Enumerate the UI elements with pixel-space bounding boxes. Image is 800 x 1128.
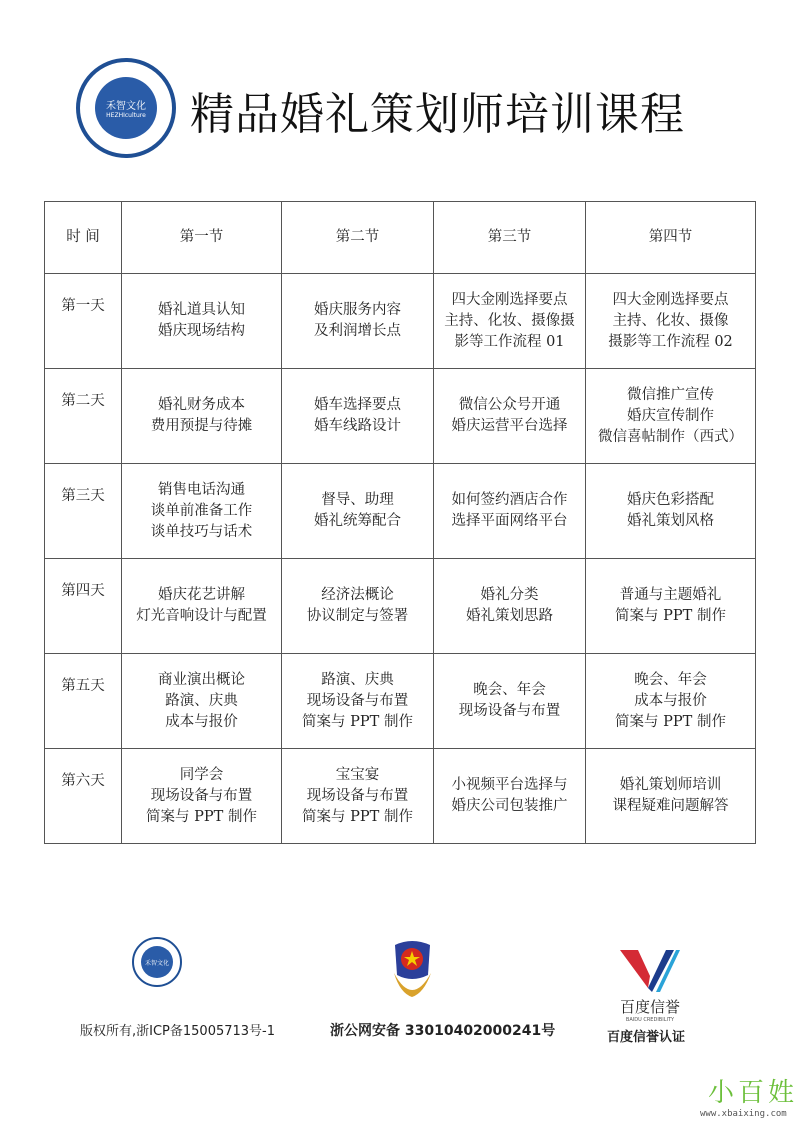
table-row (45, 654, 756, 749)
session-line: 婚礼策划思路 (466, 608, 553, 624)
session-line: 现场设备与布置 (306, 692, 409, 709)
session-line: 灯光音响设计与配置 (136, 608, 267, 624)
session-line: 微信喜帖制作（西式） (598, 428, 743, 445)
session-cell (434, 369, 586, 464)
session-line: 选择平面网络平台 (451, 513, 568, 529)
day-label: 第四天 (45, 559, 122, 654)
day-label: 第六天 (45, 749, 122, 844)
session-cell (282, 369, 434, 464)
hezhi-footer-logo (132, 937, 182, 987)
session-line: 婚庆公司包装推广 (451, 798, 568, 814)
table-row (45, 749, 756, 844)
session-line: 四大金刚选择要点 (612, 291, 729, 308)
table-row (45, 464, 756, 559)
police-registration: 浙公网安备 33010402000241号 (330, 1023, 556, 1039)
session-cell (434, 654, 586, 749)
session-cell (434, 274, 586, 369)
icp-copyright: 版权所有,浙ICP备15005713号-1 (80, 1024, 276, 1039)
session-cell (434, 749, 586, 844)
schedule-table (44, 201, 756, 844)
hezhi-logo (76, 58, 176, 158)
session-line: 婚礼策划风格 (627, 513, 714, 529)
session-line: 简案与 PPT 制作 (615, 608, 726, 624)
session-line: 晚会、年会 (473, 682, 546, 698)
session-line: 微信公众号开通 (458, 397, 561, 413)
session-line: 婚庆现场结构 (158, 323, 245, 339)
session-cell (122, 749, 282, 844)
watermark (690, 1072, 800, 1119)
session-cell (282, 654, 434, 749)
session-line: 费用预提与待摊 (150, 418, 253, 434)
session-line: 路演、庆典 (165, 692, 238, 709)
column-header: 第四节 (586, 202, 756, 274)
session-line: 四大金刚选择要点 (451, 291, 568, 308)
session-line: 影等工作流程 01 (454, 333, 565, 350)
session-line: 主持、化妆、摄像摄 (444, 312, 575, 329)
session-line: 婚礼道具认知 (158, 302, 245, 318)
column-header: 第二节 (282, 202, 434, 274)
session-line: 谈单技巧与话术 (150, 523, 253, 540)
session-line: 课程疑难问题解答 (612, 798, 729, 814)
session-line: 商业演出概论 (158, 671, 245, 688)
day-label: 第一天 (45, 274, 122, 369)
session-line: 微信推广宣传 (627, 386, 714, 403)
session-line: 协议制定与签署 (306, 608, 409, 624)
session-line: 谈单前准备工作 (150, 502, 253, 519)
session-cell (122, 369, 282, 464)
session-line: 成本与报价 (165, 713, 238, 730)
session-line: 同学会 (179, 766, 224, 783)
session-cell (122, 559, 282, 654)
session-line: 主持、化妆、摄像 (612, 312, 729, 329)
baidu-certification: 百度信誉认证 (607, 1030, 686, 1045)
page-title: 精品婚礼策划师培训课程 (190, 89, 685, 140)
day-label: 第五天 (45, 654, 122, 749)
session-line: 成本与报价 (634, 692, 707, 709)
baidu-logo-text: 百度信誉 (619, 998, 680, 1016)
session-line: 摄影等工作流程 02 (608, 333, 733, 350)
session-line: 婚庆花艺讲解 (158, 587, 245, 603)
logo-text: 禾智文化 (106, 101, 146, 112)
police-emblem-icon (390, 937, 435, 1005)
table-row (45, 559, 756, 654)
session-cell (122, 654, 282, 749)
session-line: 现场设备与布置 (306, 787, 409, 804)
session-line: 婚礼统筹配合 (314, 513, 401, 529)
session-line: 销售电话沟通 (158, 481, 245, 498)
session-cell (282, 559, 434, 654)
column-header: 时 间 (45, 202, 122, 274)
session-line: 婚庆宣传制作 (627, 407, 714, 424)
session-line: 督导、助理 (321, 492, 394, 508)
session-line: 婚礼策划师培训 (619, 777, 722, 793)
table-row (45, 369, 756, 464)
watermark-text: 小百姓 (708, 1078, 799, 1108)
session-cell (434, 464, 586, 559)
session-cell (586, 464, 756, 559)
logo-text: 禾智文化 (144, 959, 169, 967)
session-line: 现场设备与布置 (458, 703, 561, 719)
session-cell (122, 274, 282, 369)
session-line: 晚会、年会 (634, 671, 707, 688)
session-cell (586, 654, 756, 749)
session-line: 路演、庆典 (321, 671, 394, 688)
table-header-row (45, 202, 756, 274)
session-line: 婚车线路设计 (314, 418, 401, 434)
column-header: 第三节 (434, 202, 586, 274)
session-cell (282, 749, 434, 844)
session-cell (586, 369, 756, 464)
session-line: 经济法概论 (321, 587, 394, 603)
watermark-url: www.xbaixing.com (700, 1109, 787, 1119)
session-line: 如何签约酒店合作 (451, 492, 568, 508)
session-line: 简案与 PPT 制作 (146, 808, 257, 825)
session-line: 简案与 PPT 制作 (302, 713, 413, 730)
baidu-logo-en: BAIDU CREDIBILITY (625, 1017, 675, 1023)
session-line: 婚礼财务成本 (158, 397, 245, 413)
session-cell (434, 559, 586, 654)
baidu-credibility-logo (618, 948, 682, 1023)
column-header: 第一节 (122, 202, 282, 274)
session-line: 小视频平台选择与 (451, 777, 568, 793)
table-row (45, 274, 756, 369)
session-line: 普通与主题婚礼 (619, 587, 722, 603)
session-line: 现场设备与布置 (150, 787, 253, 804)
session-cell (122, 464, 282, 559)
session-cell (586, 559, 756, 654)
session-line: 宝宝宴 (335, 766, 380, 783)
session-line: 婚庆色彩搭配 (627, 492, 714, 508)
session-line: 婚庆服务内容 (314, 302, 401, 318)
logo-sub: HEZHIculture (106, 112, 146, 119)
session-cell (586, 274, 756, 369)
day-label: 第三天 (45, 464, 122, 559)
session-line: 及利润增长点 (314, 323, 401, 339)
session-line: 简案与 PPT 制作 (615, 713, 726, 730)
session-cell (586, 749, 756, 844)
session-line: 婚礼分类 (480, 587, 539, 603)
session-cell (282, 464, 434, 559)
session-line: 简案与 PPT 制作 (302, 808, 413, 825)
session-line: 婚车选择要点 (314, 397, 401, 413)
day-label: 第二天 (45, 369, 122, 464)
session-line: 婚庆运营平台选择 (451, 418, 568, 434)
session-cell (282, 274, 434, 369)
